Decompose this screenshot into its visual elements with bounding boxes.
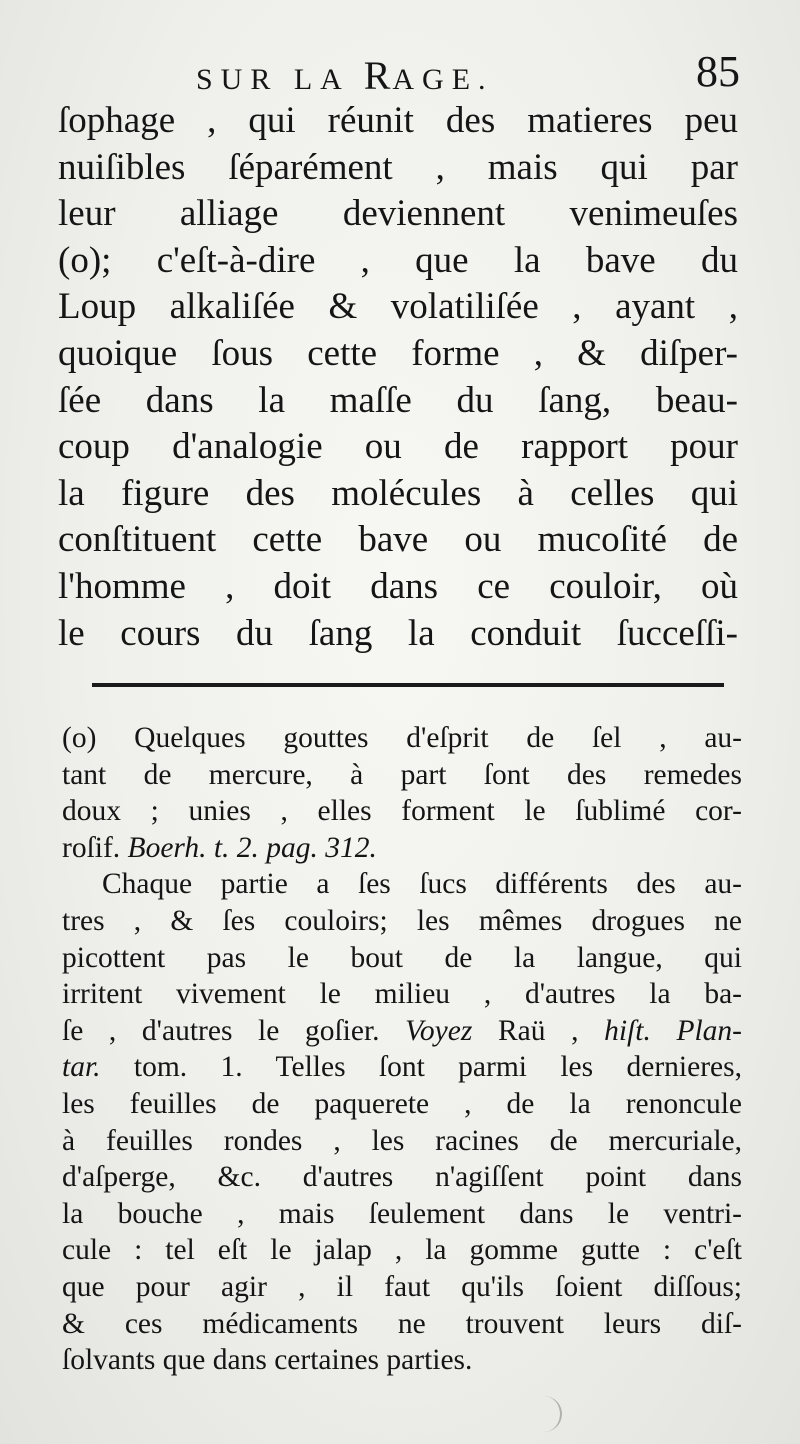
footnote-text: roſif.: [62, 831, 128, 864]
text-line: quoique ſous cette forme , & diſper-: [58, 332, 738, 374]
running-title-capital: R: [363, 53, 393, 98]
footnote-line: tres , & ſes couloirs; les mêmes drogues ne: [62, 904, 742, 937]
text-line: nuiſibles ſéparément , mais qui par: [58, 146, 738, 188]
text-line: leur alliage deviennent venimeuſes: [58, 193, 738, 235]
text-line: le cours du ſang la conduit ſucceſſi-: [58, 612, 738, 654]
text-line: Loup alkaliſée & volatiliſée , ayant ,: [58, 286, 738, 328]
running-head: [60, 46, 740, 98]
footnote-line: doux ; unies , elles forment le ſublimé cor-: [62, 795, 742, 828]
running-title-prefix: SUR LA: [196, 63, 364, 96]
footnote-line: Chaque partie a ſes ſucs différents des au-: [102, 868, 742, 901]
footnote-line: irritent vivement le milieu , d'autres la ba-: [62, 978, 742, 1011]
footnote-line: & ces médicaments ne trouvent leurs diſ-: [62, 1307, 742, 1340]
footnote-line: (o) Quelques gouttes d'eſprit de ſel , au-: [62, 722, 742, 754]
page-mark: [520, 1396, 562, 1432]
footnote-line: [62, 1049, 742, 1086]
text-line: ſophage , qui réunit des matieres peu: [58, 100, 738, 141]
page-number: 85: [696, 47, 740, 96]
text-line: (o); c'eſt-à-dire , que la bave du: [58, 239, 738, 281]
citation: hiſt. Plan-: [604, 1014, 742, 1047]
footnote-divider: [92, 683, 724, 687]
citation: tar.: [62, 1051, 101, 1084]
text-line: ſée dans la maſſe du ſang, beau-: [58, 379, 738, 421]
main-text: [58, 98, 738, 657]
text-line: coup d'analogie ou de rapport pour: [58, 426, 738, 468]
footnote-line: d'aſperge, &c. d'autres n'agiſſent point dans: [62, 1161, 742, 1194]
footnote-line: la bouche , mais ſeulement dans le ventri-: [62, 1197, 742, 1230]
footnote-line: cule : tel eſt le jalap , la gomme gutte : c'eſt: [62, 1234, 742, 1267]
text-line: conſtituent cette bave ou mucoſité de: [58, 519, 738, 561]
text-line: l'homme , doit dans ce couloir, où: [58, 565, 738, 607]
footnote-line: tant de mercure, à part ſont des remedes: [62, 758, 742, 791]
footnote-line: que pour agir , il faut qu'ils ſoient diſſous;: [62, 1270, 742, 1303]
footnote-line: [62, 830, 742, 867]
citation: Boerh. t. 2. pag. 312.: [127, 831, 377, 864]
footnote: [62, 720, 742, 1379]
footnote-line: à feuilles rondes , les racines de mercuriale,: [62, 1124, 742, 1157]
footnote-line: picottent pas le bout de la langue, qui: [62, 941, 742, 974]
running-title-rest: AGE.: [392, 63, 494, 96]
footnote-text: ſe , d'autres le goſier.: [62, 1014, 406, 1047]
running-title: [196, 52, 494, 99]
footnote-line: [62, 1013, 742, 1050]
footnote-line: ſolvants que dans certaines parties.: [62, 1344, 473, 1377]
citation: Voyez: [405, 1014, 473, 1047]
text-line: la figure des molécules à celles qui: [58, 472, 738, 514]
footnote-text: Raü ,: [472, 1014, 605, 1047]
footnote-text: tom. 1. Telles ſont parmi les dernieres,: [100, 1051, 742, 1084]
footnote-line: les feuilles de paquerete , de la renoncule: [62, 1087, 742, 1120]
